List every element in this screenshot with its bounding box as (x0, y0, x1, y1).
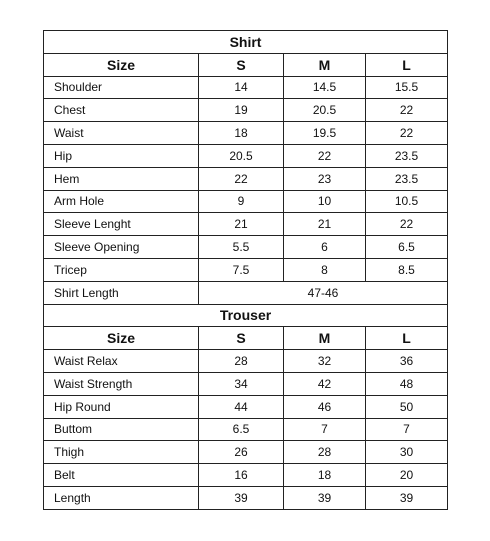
shirt-header-size: Size (44, 53, 199, 76)
shirt-section-title-row (44, 31, 448, 54)
size-chart-body (44, 31, 448, 510)
trouser-header-l: L (366, 327, 448, 350)
shirt-value-s: 14 (199, 76, 284, 99)
shirt-measurement-label: Shoulder (44, 76, 199, 99)
trouser-table-row (44, 464, 448, 487)
shirt-length-row (44, 281, 448, 304)
trouser-measurement-label: Waist Strength (44, 372, 199, 395)
trouser-value-l: 30 (366, 441, 448, 464)
trouser-header-size: Size (44, 327, 199, 350)
trouser-table-row (44, 441, 448, 464)
shirt-value-s: 5.5 (199, 236, 284, 259)
shirt-value-l: 22 (366, 213, 448, 236)
shirt-value-l: 6.5 (366, 236, 448, 259)
shirt-header-l: L (366, 53, 448, 76)
shirt-value-m: 8 (284, 258, 366, 281)
shirt-value-m: 23 (284, 167, 366, 190)
trouser-measurement-label: Hip Round (44, 395, 199, 418)
trouser-value-l: 20 (366, 464, 448, 487)
shirt-table-row (44, 190, 448, 213)
shirt-section-title: Shirt (44, 31, 448, 54)
shirt-value-s: 22 (199, 167, 284, 190)
shirt-value-l: 23.5 (366, 144, 448, 167)
shirt-value-l: 22 (366, 99, 448, 122)
trouser-value-s: 16 (199, 464, 284, 487)
shirt-value-m: 22 (284, 144, 366, 167)
trouser-header-row (44, 327, 448, 350)
shirt-value-l: 15.5 (366, 76, 448, 99)
trouser-value-m: 39 (284, 486, 366, 509)
trouser-value-m: 7 (284, 418, 366, 441)
shirt-measurement-label: Arm Hole (44, 190, 199, 213)
trouser-value-l: 50 (366, 395, 448, 418)
shirt-measurement-label: Tricep (44, 258, 199, 281)
trouser-table-row (44, 395, 448, 418)
shirt-value-s: 18 (199, 122, 284, 145)
trouser-value-s: 6.5 (199, 418, 284, 441)
trouser-table-row (44, 486, 448, 509)
shirt-value-l: 22 (366, 122, 448, 145)
shirt-value-s: 7.5 (199, 258, 284, 281)
trouser-table-row (44, 350, 448, 373)
shirt-measurement-label: Hem (44, 167, 199, 190)
trouser-value-s: 26 (199, 441, 284, 464)
trouser-measurement-label: Waist Relax (44, 350, 199, 373)
shirt-table-row (44, 99, 448, 122)
shirt-table-row (44, 258, 448, 281)
trouser-value-l: 39 (366, 486, 448, 509)
trouser-value-m: 18 (284, 464, 366, 487)
shirt-table-row (44, 76, 448, 99)
shirt-length-value: 47-46 (199, 281, 448, 304)
trouser-value-l: 48 (366, 372, 448, 395)
shirt-length-label: Shirt Length (44, 281, 199, 304)
trouser-value-m: 42 (284, 372, 366, 395)
size-chart-table (43, 30, 448, 510)
trouser-value-l: 7 (366, 418, 448, 441)
trouser-table-row (44, 372, 448, 395)
shirt-measurement-label: Sleeve Lenght (44, 213, 199, 236)
shirt-value-m: 21 (284, 213, 366, 236)
trouser-value-s: 28 (199, 350, 284, 373)
shirt-value-l: 10.5 (366, 190, 448, 213)
shirt-table-row (44, 167, 448, 190)
shirt-value-m: 20.5 (284, 99, 366, 122)
shirt-value-m: 6 (284, 236, 366, 259)
trouser-measurement-label: Buttom (44, 418, 199, 441)
trouser-table-row (44, 418, 448, 441)
trouser-value-m: 32 (284, 350, 366, 373)
trouser-value-m: 46 (284, 395, 366, 418)
trouser-measurement-label: Length (44, 486, 199, 509)
shirt-measurement-label: Chest (44, 99, 199, 122)
shirt-value-m: 10 (284, 190, 366, 213)
shirt-value-s: 19 (199, 99, 284, 122)
shirt-value-l: 8.5 (366, 258, 448, 281)
shirt-measurement-label: Hip (44, 144, 199, 167)
trouser-measurement-label: Belt (44, 464, 199, 487)
shirt-value-m: 19.5 (284, 122, 366, 145)
shirt-value-l: 23.5 (366, 167, 448, 190)
shirt-header-s: S (199, 53, 284, 76)
shirt-measurement-label: Sleeve Opening (44, 236, 199, 259)
trouser-header-s: S (199, 327, 284, 350)
trouser-value-m: 28 (284, 441, 366, 464)
trouser-section-title: Trouser (44, 304, 448, 327)
shirt-value-s: 21 (199, 213, 284, 236)
trouser-value-l: 36 (366, 350, 448, 373)
shirt-table-row (44, 236, 448, 259)
trouser-measurement-label: Thigh (44, 441, 199, 464)
trouser-header-m: M (284, 327, 366, 350)
shirt-value-s: 9 (199, 190, 284, 213)
shirt-header-row (44, 53, 448, 76)
shirt-value-m: 14.5 (284, 76, 366, 99)
shirt-table-row (44, 213, 448, 236)
shirt-table-row (44, 144, 448, 167)
trouser-value-s: 44 (199, 395, 284, 418)
shirt-header-m: M (284, 53, 366, 76)
shirt-measurement-label: Waist (44, 122, 199, 145)
trouser-section-title-row (44, 304, 448, 327)
trouser-value-s: 39 (199, 486, 284, 509)
shirt-value-s: 20.5 (199, 144, 284, 167)
shirt-table-row (44, 122, 448, 145)
trouser-value-s: 34 (199, 372, 284, 395)
